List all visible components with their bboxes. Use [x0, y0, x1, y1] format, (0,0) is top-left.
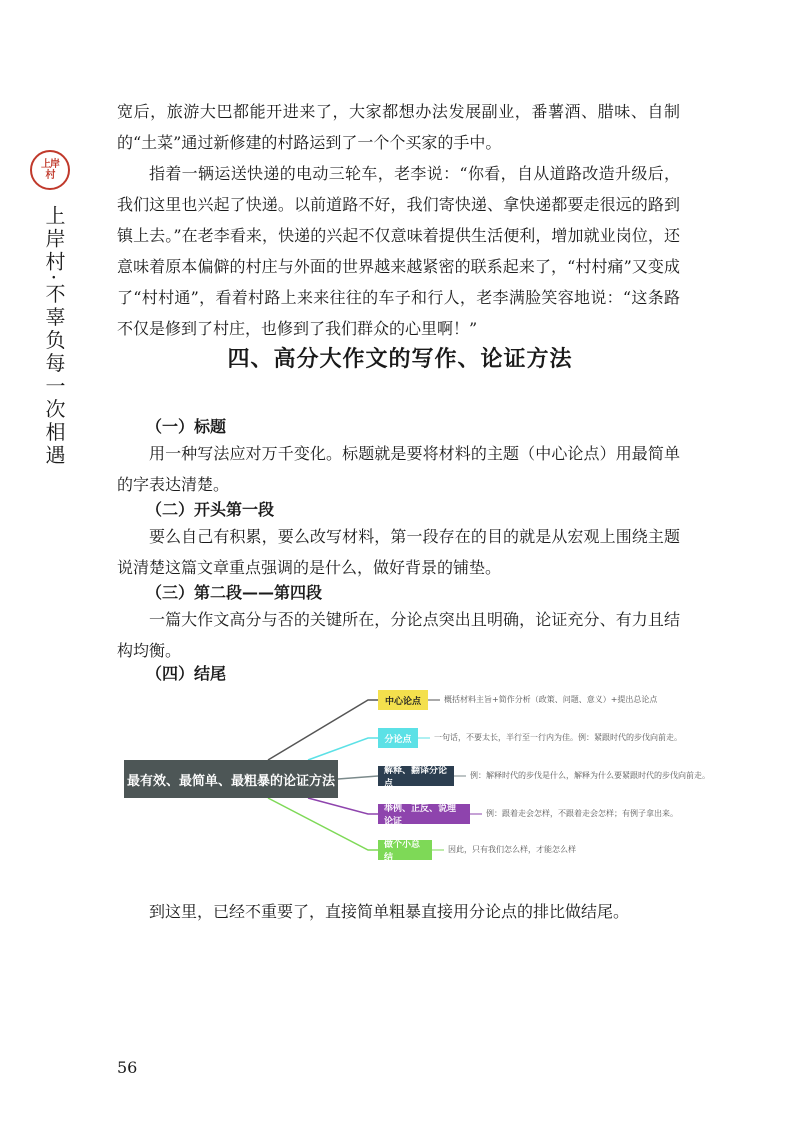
desc-example-argument: 例：跟着走会怎样，不跟着走会怎样；有例子拿出来。 [486, 809, 678, 818]
seal-text: 上岸村 [41, 159, 59, 181]
desc-explain-argument: 例：解释时代的步伐是什么，解释为什么要紧跟时代的步伐向前走。 [470, 771, 710, 780]
node-central-argument: 中心论点 [378, 690, 428, 710]
connector-5 [268, 798, 378, 850]
desc-central-argument: 概括材料主旨+简作分析（政策、问题、意义）+提出总论点 [444, 695, 658, 704]
mind-map-root: 最有效、最简单、最粗暴的论证方法 [124, 760, 338, 798]
subsection-text-1: 用一种写法应对万千变化。标题就是要将材料的主题（中心论点）用最简单的字表达清楚。 [117, 444, 680, 494]
subsection-heading-1: （一）标题 [146, 417, 227, 436]
desc-summary: 因此，只有我们怎么样，才能怎么样 [448, 845, 576, 854]
connector-2 [308, 738, 378, 760]
closing-paragraph: 到这里，已经不重要了，直接简单粗暴直接用分论点的排比做结尾。 [149, 902, 630, 921]
mind-map [120, 682, 710, 863]
subsection-text-2: 要么自己有积累，要么改写材料，第一段存在的目的就是从宏观上围绕主题说清楚这篇文章重点强调的是什么，做好背景的铺垫。 [117, 527, 680, 577]
connector-3 [338, 776, 378, 779]
subsection-heading-2: （二）开头第一段 [146, 500, 275, 519]
paragraph-1: 宽后，旅游大巴都能开进来了，大家都想办法发展副业，番薯酒、腊味、自制的“土菜”通过新修建的村路运到了一个个买家的手中。 [117, 102, 680, 152]
node-summary: 做个小总结 [378, 840, 432, 860]
page-number: 56 [117, 1058, 138, 1077]
subsection-text-3: 一篇大作文高分与否的关键所在，分论点突出且明确，论证充分、有力且结构均衡。 [117, 610, 680, 660]
subsection-heading-3: （三）第二段——第四段 [146, 583, 323, 602]
node-sub-argument: 分论点 [378, 728, 418, 748]
node-example-argument: 举例、正反、说理论证 [378, 804, 470, 824]
side-seal-logo [30, 150, 70, 190]
paragraph-2: 指着一辆运送快递的电动三轮车，老李说：“你看，自从道路改造升级后，我们这里也兴起了快递。以前道路不好，我们寄快递、拿快递都要走很远的路到镇上去。”在老李看来，快递的兴起不仅意味着提供生活便利，增加就业岗位，还意味着原本偏僻的村庄与外面的世界越来越紧密的联系起来了，“村村痛”又变成了“村村通”，看着村路上来来往往的车子和行人，老李满脸笑容地说：“这条路不仅是修到了村庄，也修到了我们群众的心里啊！” [117, 164, 680, 338]
desc-sub-argument: 一句话，不要太长，半行至一行内为佳。例：紧跟时代的步伐向前走。 [434, 733, 682, 742]
subsection-heading-4: （四）结尾 [146, 664, 227, 683]
node-explain-argument: 解释、翻译分论点 [378, 766, 454, 786]
connector-1 [268, 700, 378, 760]
section-title: 四、高分大作文的写作、论证方法 [227, 346, 573, 372]
connector-4 [308, 798, 378, 814]
side-vertical-title: 上岸村·不辜负每一次相遇 [42, 205, 66, 468]
